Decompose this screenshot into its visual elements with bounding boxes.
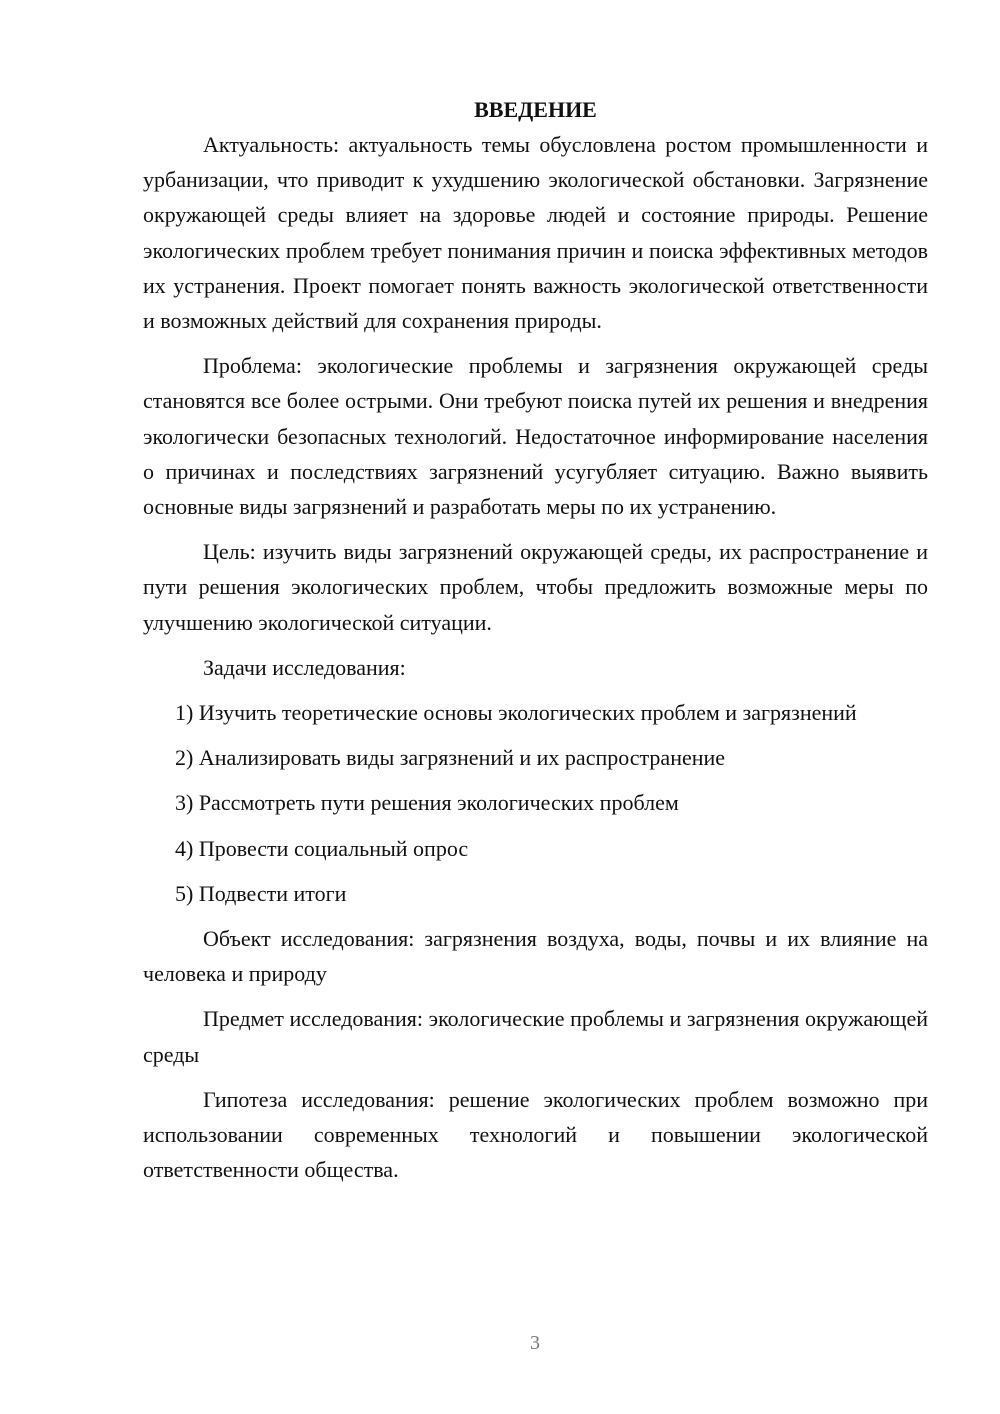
tasks-heading: Задачи исследования:: [203, 654, 406, 680]
relevance-paragraph: Актуальность: актуальность темы обусловлена ростом промышленности и урбанизации, что приводит к ухудшению экологической обстановки. Загрязнение окружающей среды влияет на здоровье людей и состояние природы. Решение экологических проблем требует понимания причин и поиска эффективных методов их устранения. Проект помогает понять важность экологической ответственности и возможных действий для сохранения природы.: [143, 132, 928, 334]
task-item: 2) Анализировать виды загрязнений и их распространение: [175, 745, 726, 771]
document-page: [143, 92, 928, 1187]
task-item: 4) Провести социальный опрос: [175, 835, 469, 861]
task-item: 1) Изучить теоретические основы экологических проблем и загрязнений: [175, 700, 857, 726]
page-number: 3: [530, 1332, 540, 1354]
goal-paragraph: Цель: изучить виды загрязнений окружающей среды, их распространение и пути решения экологических проблем, чтобы предложить возможные меры по улучшению экологической ситуации.: [143, 539, 928, 635]
subject-paragraph: Предмет исследования: экологические проблемы и загрязнения окружающей среды: [143, 1006, 928, 1067]
object-paragraph: Объект исследования: загрязнения воздуха, воды, почвы и их влияние на человека и природу: [143, 926, 928, 987]
tasks-list: [143, 695, 928, 911]
hypothesis-paragraph: Гипотеза исследования: решение экологических проблем возможно при использовании современных технологий и повышении экологической ответственности общества.: [143, 1086, 928, 1183]
task-item: 3) Рассмотреть пути решения экологических проблем: [175, 790, 679, 816]
section-title: ВВЕДЕНИЕ: [474, 97, 597, 122]
task-item: 5) Подвести итоги: [175, 880, 347, 906]
problem-paragraph: Проблема: экологические проблемы и загрязнения окружающей среды становятся все более острыми. Они требуют поиска путей их решения и внедрения экологически безопасных технологий. Недостаточное информирование населения о причинах и последствиях загрязнений усугубляет ситуацию. Важно выявить основные виды загрязнений и разработать меры по их устранению.: [143, 353, 928, 520]
